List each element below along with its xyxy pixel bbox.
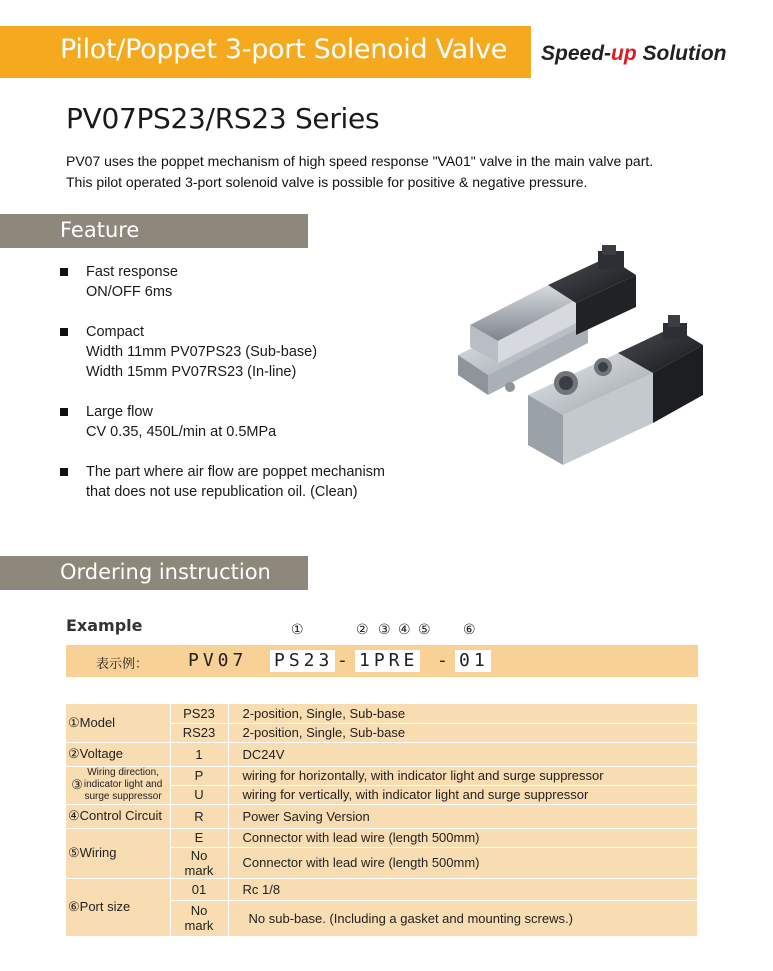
feature-detail: ON/OFF 6ms	[86, 284, 173, 300]
intro-line: This pilot operated 3-port solenoid valve is possible for positive & negative pressure.	[66, 174, 588, 190]
feature-detail: Width 11mm PV07PS23 (Sub-base)	[86, 344, 318, 360]
option-code: E	[170, 828, 228, 847]
option-desc: wiring for vertically, with indicator light and surge suppressor	[228, 785, 698, 804]
intro-line: PV07 uses the poppet mechanism of high speed response "VA01" valve in the main valve part.	[66, 153, 654, 169]
row-label-voltage: ②Voltage	[66, 742, 170, 766]
option-desc: Connector with lead wire (length 500mm)	[228, 828, 698, 847]
bullet-square-icon	[60, 268, 68, 276]
ordering-spec-table	[66, 704, 698, 937]
option-code: R	[170, 804, 228, 828]
feature-item	[60, 402, 440, 442]
feature-heading: The part where air flow are poppet mechanism	[86, 464, 386, 480]
series-title: PV07PS23/RS23 Series	[66, 102, 380, 135]
option-desc: wiring for horizontally, with indicator light and surge suppressor	[228, 766, 698, 785]
option-code: U	[170, 785, 228, 804]
code-port: 01	[455, 650, 491, 672]
marker-3: ③	[71, 777, 83, 792]
table-row	[66, 878, 698, 900]
table-row	[66, 742, 698, 766]
code-dash: -	[437, 650, 452, 671]
table-row	[66, 704, 698, 723]
feature-item	[60, 322, 440, 382]
row-label-wiring-direction	[66, 766, 170, 804]
marker-1: ①	[291, 622, 304, 638]
tagline-part2: Solution	[636, 42, 727, 65]
marker-5: ⑤	[418, 622, 431, 638]
feature-heading: Fast response	[86, 264, 178, 280]
feature-section-bar	[0, 214, 308, 248]
feature-item	[60, 462, 440, 502]
label-line: indicator light and	[83, 779, 163, 790]
row-label-port-size: ⑥Port size	[66, 878, 170, 936]
label-line: Wiring direction,	[87, 767, 159, 778]
tagline-accent: up	[611, 42, 637, 65]
option-desc: DC24V	[228, 742, 698, 766]
ordering-section-title: Ordering instruction	[60, 560, 271, 584]
feature-list	[60, 262, 440, 522]
marker-6: ⑥	[463, 622, 476, 638]
option-desc: Power Saving Version	[228, 804, 698, 828]
marker-4: ④	[398, 622, 411, 638]
feature-heading: Large flow	[86, 404, 153, 420]
table-row	[66, 804, 698, 828]
option-code: No mark	[170, 847, 228, 878]
code-dash: -	[337, 650, 352, 671]
marker-2: ②	[356, 622, 369, 638]
option-desc: Connector with lead wire (length 500mm)	[228, 847, 698, 878]
option-desc: Rc 1/8	[228, 878, 698, 900]
tagline-part1: Speed-	[541, 42, 612, 65]
table-row	[66, 828, 698, 847]
tagline	[541, 42, 727, 66]
feature-detail: that does not use republication oil. (Clean)	[86, 484, 358, 500]
series-intro	[66, 151, 653, 193]
row-label-model: ①Model	[66, 704, 170, 742]
feature-detail: Width 15mm PV07RS23 (In-line)	[86, 364, 297, 380]
feature-heading: Compact	[86, 324, 145, 340]
label-line: surge suppressor	[84, 791, 162, 802]
option-code: 1	[170, 742, 228, 766]
example-label: Example	[66, 616, 143, 635]
code-base: PV07	[188, 650, 248, 671]
option-code: PS23	[170, 704, 228, 723]
code-options: 1PRE	[355, 650, 420, 672]
option-code: No mark	[170, 900, 228, 936]
feature-item	[60, 262, 440, 302]
feature-detail: CV 0.35, 450L/min at 0.5MPa	[86, 424, 277, 440]
bullet-square-icon	[60, 328, 68, 336]
feature-section-title: Feature	[60, 218, 140, 242]
bullet-square-icon	[60, 468, 68, 476]
solenoid-valve-product-image	[448, 245, 710, 473]
example-prefix: 表示例：	[96, 657, 149, 672]
option-code: 01	[170, 878, 228, 900]
code-model: PS23	[270, 650, 335, 672]
option-code: RS23	[170, 723, 228, 742]
row-label-control-circuit: ④Control Circuit	[66, 804, 170, 828]
row-label-wiring: ⑤Wiring	[66, 828, 170, 878]
table-row	[66, 766, 698, 785]
option-code: P	[170, 766, 228, 785]
option-desc: 2-position, Single, Sub-base	[228, 704, 698, 723]
page-title: Pilot/Poppet 3-port Solenoid Valve	[60, 34, 508, 65]
option-desc: No sub-base. (Including a gasket and mounting screws.)	[228, 900, 698, 936]
marker-3: ③	[378, 622, 391, 638]
option-desc: 2-position, Single, Sub-base	[228, 723, 698, 742]
bullet-square-icon	[60, 408, 68, 416]
